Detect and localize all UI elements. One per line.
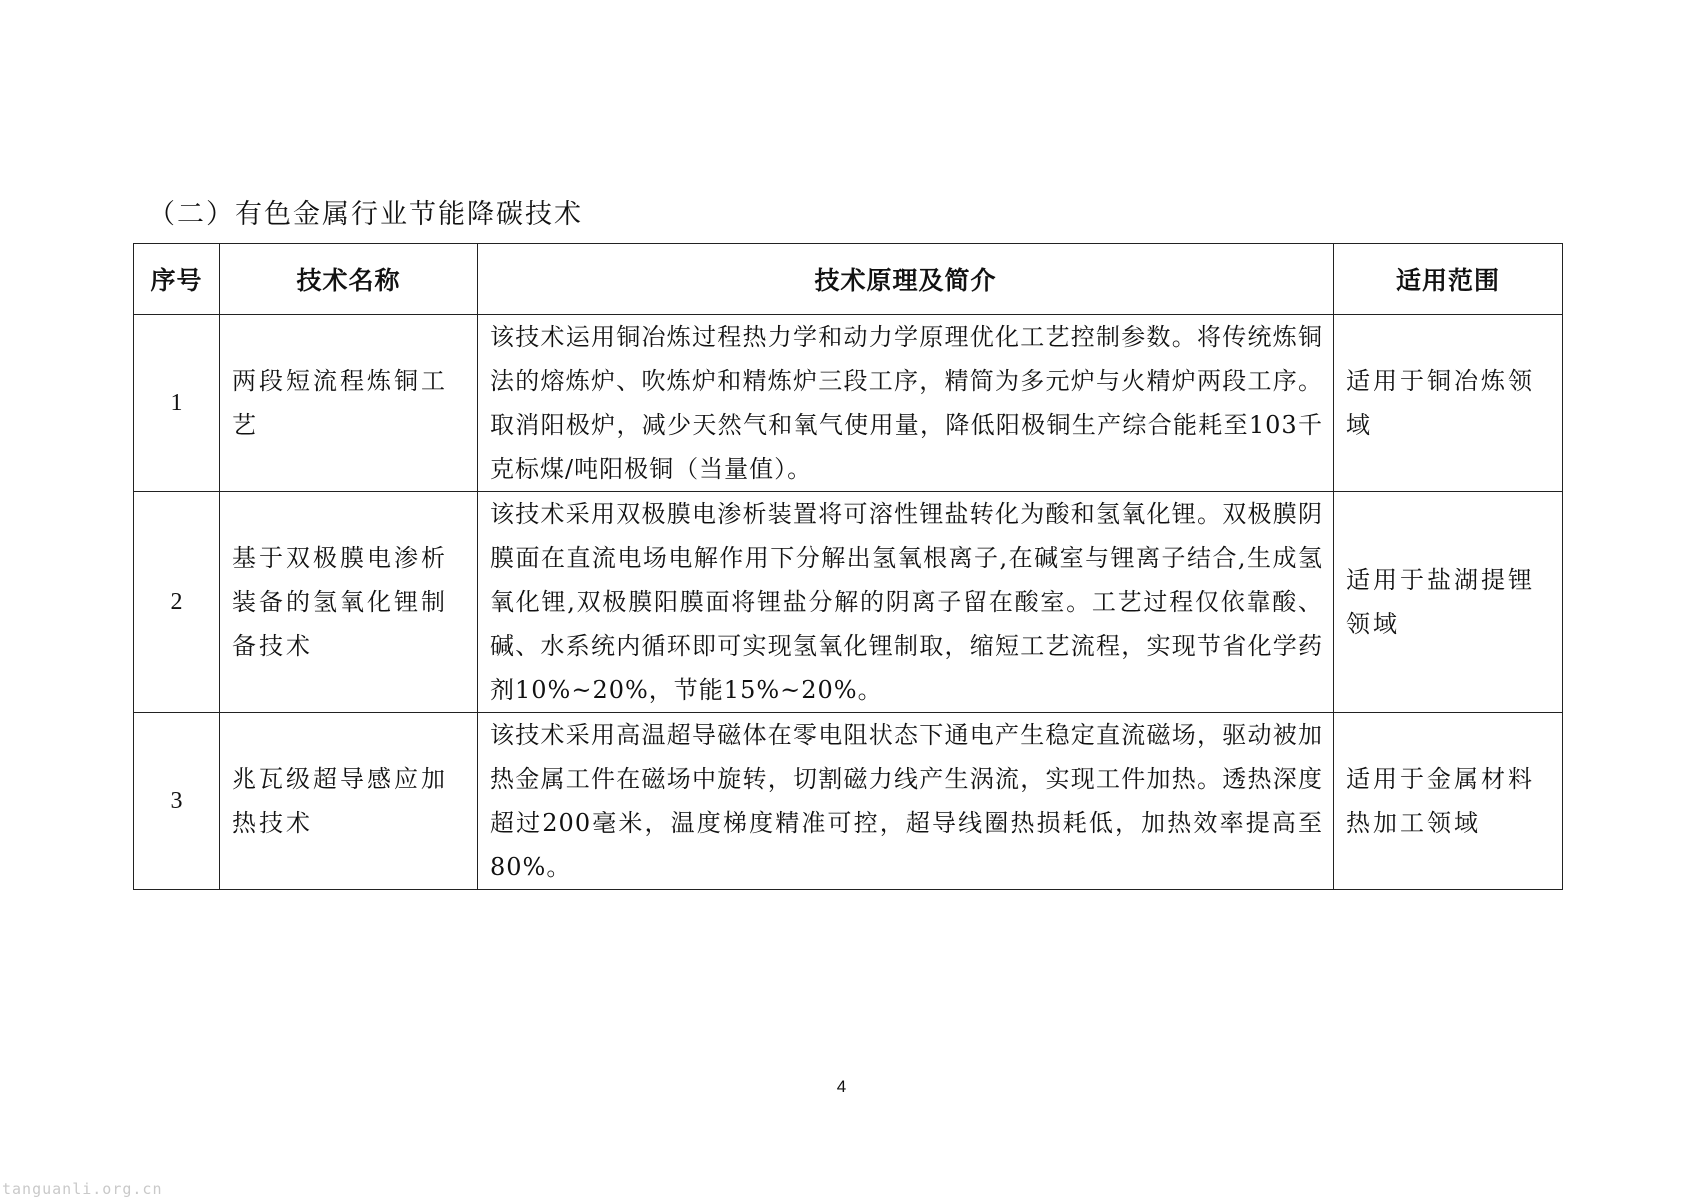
technology-principle: 该技术采用双极膜电渗析装置将可溶性锂盐转化为酸和氢氧化锂。双极膜阴膜面在直流电场电解作用下分解出氢氧根离子,在碱室与锂离子结合,生成氢氧化锂,双极膜阳膜面将锂盐分解的阴离子留在酸室。工艺过程仅依靠酸、碱、水系统内循环即可实现氢氧化锂制取，缩短工艺流程，实现节省化学药剂10%~20%，节能15%~20%。 xyxy=(478,492,1334,713)
watermark: tanguanli.org.cn xyxy=(2,1180,163,1198)
header-scope: 适用范围 xyxy=(1334,244,1563,315)
table-row xyxy=(134,713,1563,890)
table-row xyxy=(134,315,1563,492)
application-scope: 适用于金属材料热加工领域 xyxy=(1334,713,1563,890)
technology-name: 兆瓦级超导感应加热技术 xyxy=(220,713,478,890)
technology-name: 基于双极膜电渗析装备的氢氧化锂制备技术 xyxy=(220,492,478,713)
application-scope: 适用于铜冶炼领域 xyxy=(1334,315,1563,492)
header-principle: 技术原理及简介 xyxy=(478,244,1334,315)
table-header-row xyxy=(134,244,1563,315)
row-number: 2 xyxy=(134,492,220,713)
technology-principle: 该技术运用铜冶炼过程热力学和动力学原理优化工艺控制参数。将传统炼铜法的熔炼炉、吹炼炉和精炼炉三段工序，精简为多元炉与火精炉两段工序。取消阳极炉，减少天然气和氧气使用量，降低阳极铜生产综合能耗至103千克标煤/吨阳极铜（当量值）。 xyxy=(478,315,1334,492)
section-title: （二）有色金属行业节能降碳技术 xyxy=(148,199,583,230)
header-name: 技术名称 xyxy=(220,244,478,315)
technology-principle: 该技术采用高温超导磁体在零电阻状态下通电产生稳定直流磁场，驱动被加热金属工件在磁场中旋转，切割磁力线产生涡流，实现工件加热。透热深度超过200毫米，温度梯度精准可控，超导线圈热损耗低，加热效率提高至80%。 xyxy=(478,713,1334,890)
row-number: 3 xyxy=(134,713,220,890)
header-no: 序号 xyxy=(134,244,220,315)
technology-table xyxy=(133,243,1563,890)
table-row xyxy=(134,492,1563,713)
application-scope: 适用于盐湖提锂领域 xyxy=(1334,492,1563,713)
page-number: 4 xyxy=(836,1077,847,1096)
row-number: 1 xyxy=(134,315,220,492)
technology-name: 两段短流程炼铜工艺 xyxy=(220,315,478,492)
